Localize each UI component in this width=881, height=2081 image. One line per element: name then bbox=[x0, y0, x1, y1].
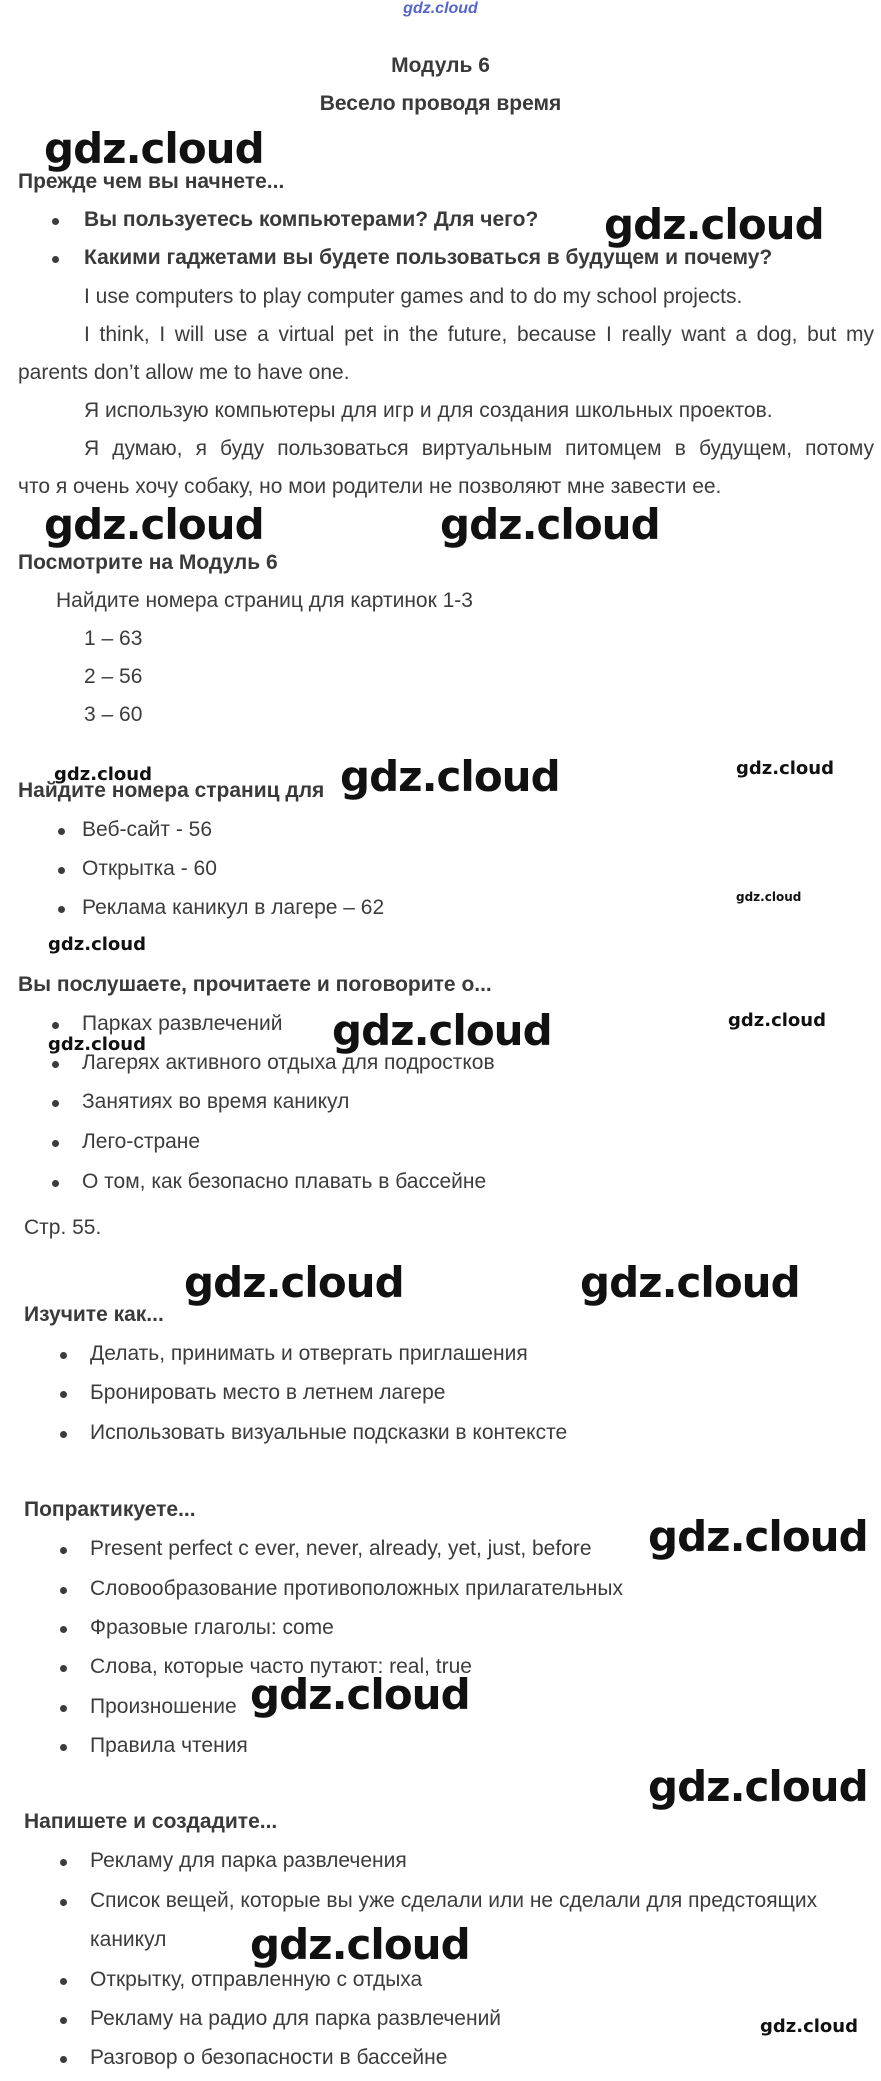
answer-en-2b: parents don’t allow me to have one. bbox=[18, 361, 350, 384]
section7-item-2: Список вещей, которые вы уже сделали или не сделали для предстоящих bbox=[90, 1889, 818, 1912]
section2-heading: Посмотрите на Модуль 6 bbox=[18, 551, 278, 574]
top-logo: gdz.cloud bbox=[403, 0, 478, 17]
watermark: gdz.cloud bbox=[250, 1670, 470, 1719]
page-answer-2: 2 – 56 bbox=[84, 665, 143, 688]
page-answer-3: 3 – 60 bbox=[84, 703, 143, 726]
bullet bbox=[60, 1859, 67, 1866]
section6-item-4: Слова, которые часто путают: real, true bbox=[90, 1655, 472, 1678]
bullet bbox=[52, 256, 59, 263]
section6-item-3: Фразовые глаголы: come bbox=[90, 1616, 334, 1639]
bullet bbox=[52, 1022, 59, 1029]
section4-item-3: Занятиях во время каникул bbox=[82, 1090, 350, 1113]
watermark: gdz.cloud bbox=[648, 1762, 868, 1811]
watermark: gdz.cloud bbox=[54, 764, 152, 785]
section6-heading: Попрактикуете... bbox=[24, 1498, 196, 1521]
watermark: gdz.cloud bbox=[340, 752, 560, 801]
bullet bbox=[60, 1431, 67, 1438]
bullet bbox=[52, 1061, 59, 1068]
watermark: gdz.cloud bbox=[580, 1258, 800, 1307]
section3-heading: Найдите номера страниц для bbox=[18, 779, 325, 802]
watermark: gdz.cloud bbox=[48, 1034, 146, 1055]
question-2: Какими гаджетами вы будете пользоваться в будущем и почему? bbox=[84, 246, 773, 269]
section7-item-4: Рекламу на радио для парка развлечений bbox=[90, 2007, 502, 2030]
bullet bbox=[60, 1587, 67, 1594]
section3-item-1: Веб-сайт - 56 bbox=[82, 818, 213, 841]
bullet bbox=[60, 1626, 67, 1633]
section7-item-2-cont: каникул bbox=[90, 1928, 167, 1951]
module-title: Модуль 6 bbox=[391, 54, 490, 77]
bullet bbox=[52, 218, 59, 225]
bullet bbox=[60, 1665, 67, 1672]
bullet bbox=[58, 906, 65, 913]
bullet bbox=[60, 1547, 67, 1554]
module-subtitle: Весело проводя время bbox=[319, 92, 562, 115]
section4-item-4: Лего-стране bbox=[82, 1130, 201, 1153]
section3-item-2: Открытка - 60 bbox=[82, 857, 217, 880]
section1-heading: Прежде чем вы начнете... bbox=[18, 170, 285, 193]
section7-item-3: Открытку, отправленную с отдыха bbox=[90, 1968, 423, 1991]
page-reference: Стр. 55. bbox=[24, 1216, 102, 1239]
answer-ru-1: Я использую компьютеры для игр и для создания школьных проектов. bbox=[84, 399, 773, 422]
bullet bbox=[58, 828, 65, 835]
watermark: gdz.cloud bbox=[728, 1010, 826, 1031]
section5-item-3: Использовать визуальные подсказки в контексте bbox=[90, 1421, 568, 1444]
section6-item-6: Правила чтения bbox=[90, 1734, 248, 1757]
question-1: Вы пользуетесь компьютерами? Для чего? bbox=[84, 208, 539, 231]
section7-heading: Напишете и создадите... bbox=[24, 1810, 278, 1833]
watermark: gdz.cloud bbox=[440, 500, 660, 549]
answer-en-2a: I think, I will use a virtual pet in the future, because I really want a dog, but my bbox=[84, 323, 874, 346]
watermark: gdz.cloud bbox=[648, 1512, 868, 1561]
watermark: gdz.cloud bbox=[48, 934, 146, 955]
bullet bbox=[60, 1705, 67, 1712]
bullet bbox=[60, 1352, 67, 1359]
answer-en-1: I use computers to play computer games and to do my school projects. bbox=[84, 285, 743, 308]
answer-ru-2a: Я думаю, я буду пользоваться виртуальным питомцем в будущем, потому bbox=[84, 437, 874, 460]
section5-heading: Изучите как... bbox=[24, 1303, 164, 1326]
section6-item-5: Произношение bbox=[90, 1695, 237, 1718]
section3-item-3: Реклама каникул в лагере – 62 bbox=[82, 896, 385, 919]
section5-item-1: Делать, принимать и отвергать приглашения bbox=[90, 1342, 528, 1365]
bullet bbox=[58, 867, 65, 874]
watermark: gdz.cloud bbox=[44, 124, 264, 173]
bullet bbox=[60, 1391, 67, 1398]
section4-item-2: Лагерях активного отдыха для подростков bbox=[82, 1051, 495, 1074]
section6-item-2: Словообразование противоположных прилагательных bbox=[90, 1577, 623, 1600]
section2-task: Найдите номера страниц для картинок 1-3 bbox=[56, 589, 473, 612]
bullet bbox=[60, 1899, 67, 1906]
section6-item-1: Present perfect с ever, never, already, yet, just, before bbox=[90, 1537, 592, 1560]
bullet bbox=[60, 1744, 67, 1751]
bullet bbox=[60, 2017, 67, 2024]
bullet bbox=[60, 1978, 67, 1985]
bullet bbox=[60, 2056, 67, 2063]
bullet bbox=[52, 1180, 59, 1187]
watermark: gdz.cloud bbox=[604, 200, 824, 249]
watermark: gdz.cloud bbox=[250, 1920, 470, 1969]
answer-ru-2b: что я очень хочу собаку, но мои родители не позволяют мне завести ее. bbox=[18, 475, 722, 498]
watermark: gdz.cloud bbox=[760, 2016, 858, 2037]
section4-item-1: Парках развлечений bbox=[82, 1012, 283, 1035]
watermark: gdz.cloud bbox=[184, 1258, 404, 1307]
watermark: gdz.cloud bbox=[736, 758, 834, 779]
section4-item-5: О том, как безопасно плавать в бассейне bbox=[82, 1170, 487, 1193]
section4-heading: Вы послушаете, прочитаете и поговорите о... bbox=[18, 973, 492, 996]
watermark: gdz.cloud bbox=[736, 890, 802, 904]
watermark: gdz.cloud bbox=[332, 1006, 552, 1055]
bullet bbox=[52, 1100, 59, 1107]
watermark: gdz.cloud bbox=[44, 500, 264, 549]
page-answer-1: 1 – 63 bbox=[84, 627, 143, 650]
section5-item-2: Бронировать место в летнем лагере bbox=[90, 1381, 446, 1404]
section7-item-5: Разговор о безопасности в бассейне bbox=[90, 2046, 448, 2069]
section7-item-1: Рекламу для парка развлечения bbox=[90, 1849, 407, 1872]
bullet bbox=[52, 1140, 59, 1147]
